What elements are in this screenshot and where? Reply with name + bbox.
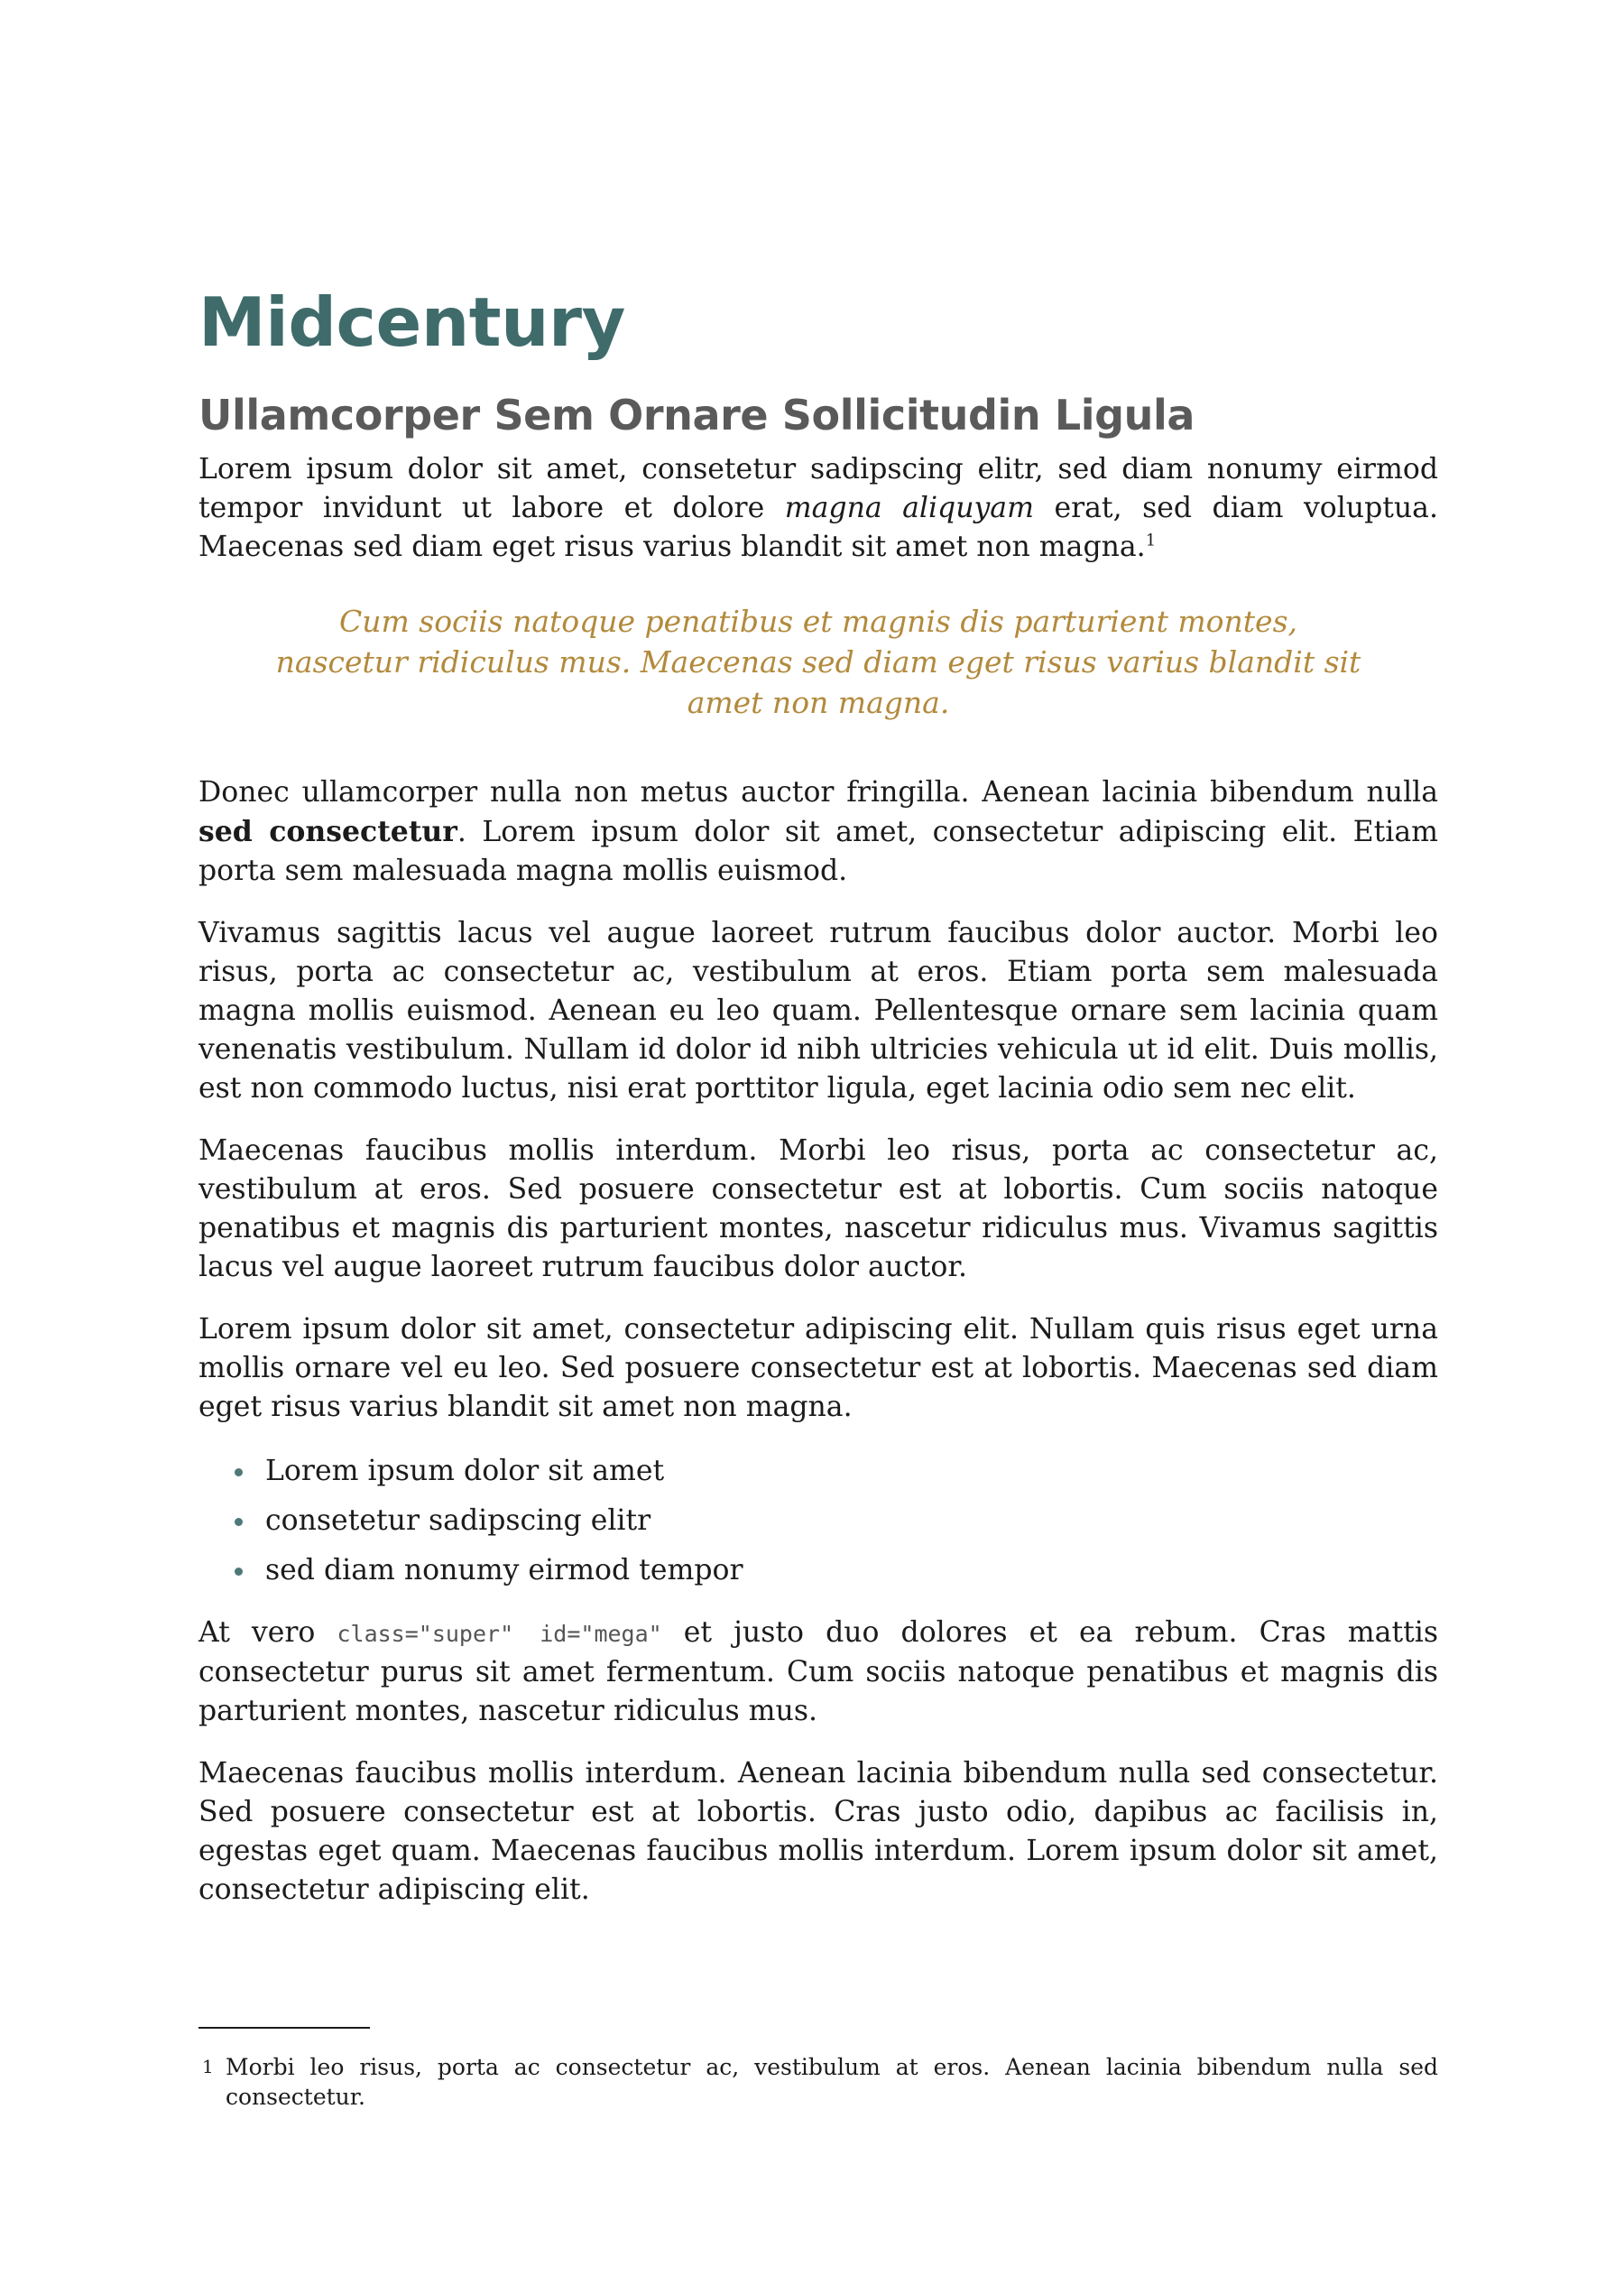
- intro-text-1: Lorem ipsum dolor sit amet, consetetur sadipscing elitr, sed diam nonumy eirmod tempor invidunt ut labore et dolore: [198, 453, 1438, 525]
- pull-quote: Cum sociis natoque penatibus et magnis dis parturient montes, nascetur ridiculus mus. Maecenas sed diam eget risus varius blandit sit amet non magna.: [275, 604, 1361, 721]
- footnote-text: Morbi leo risus, porta ac consectetur ac, vestibulum at eros. Aenean lacinia bibendum nulla sed consectetur.: [226, 2054, 1438, 2110]
- paragraph-2-text-2: . Lorem ipsum dolor sit amet, consectetur adipiscing elit. Etiam porta sem malesuada magna mollis euismod.: [198, 816, 1438, 888]
- inline-code: class="super" id="mega": [337, 1621, 662, 1648]
- footnotes: [198, 2027, 1438, 2112]
- paragraph-5: Lorem ipsum dolor sit amet, consectetur adipiscing elit. Nullam quis risus eget urna mollis ornare vel eu leo. Sed posuere consectetur est at lobortis. Maecenas sed diam eget risus varius blandit sit amet non magna.: [198, 1313, 1438, 1424]
- bullet-list: [198, 1447, 1438, 1596]
- footnote-number: 1: [202, 2056, 214, 2077]
- paragraph-6-text-1: At vero: [198, 1616, 337, 1650]
- document-page: [198, 282, 1439, 1910]
- paragraph-7: Maecenas faucibus mollis interdum. Aenean lacinia bibendum nulla sed consectetur. Sed posuere consectetur est at lobortis. Cras justo odio, dapibus ac facilisis in, egestas eget quam. Maecenas faucibus mollis interdum. Lorem ipsum dolor sit amet, consectetur adipiscing elit.: [198, 1757, 1438, 1907]
- bullet-icon: [235, 1518, 243, 1526]
- footnote-item: [198, 2052, 1438, 2112]
- section-heading: Ullamcorper Sem Ornare Sollicitudin Ligula: [198, 390, 1195, 439]
- bullet-icon: [235, 1468, 243, 1476]
- footnote-reference[interactable]: 1: [1145, 531, 1157, 550]
- paragraph-2-text-1: Donec ullamcorper nulla non metus auctor fringilla. Aenean lacinia bibendum nulla: [198, 776, 1438, 809]
- paragraph-6: [198, 1614, 1438, 1731]
- paragraph-2-bold: sed consectetur: [198, 815, 457, 849]
- list-item-text: sed diam nonumy eirmod tempor: [265, 1554, 743, 1587]
- paragraph-6-text-2: et justo duo dolores et ea rebum. Cras mattis consectetur purus sit amet fermentum. Cum sociis natoque penatibus et magnis dis parturient montes, nascetur ridiculus mus.: [198, 1616, 1439, 1728]
- footnote-divider: [198, 2027, 370, 2029]
- paragraph-2: [198, 773, 1438, 891]
- list-item-text: consetetur sadipscing elitr: [265, 1504, 651, 1538]
- intro-emphasis: magna aliquyam: [784, 492, 1034, 525]
- page-title: Midcentury: [198, 282, 625, 362]
- list-item: [265, 1546, 1438, 1596]
- intro-paragraph: [198, 450, 1438, 567]
- bullet-icon: [235, 1568, 243, 1576]
- list-item-text: Lorem ipsum dolor sit amet: [265, 1455, 665, 1488]
- list-item: [265, 1496, 1438, 1546]
- intro-text-2: erat, sed diam voluptua. Maecenas sed diam eget risus varius blandit sit amet non magna.: [198, 492, 1438, 564]
- list-item: [265, 1447, 1438, 1496]
- paragraph-3: Vivamus sagittis lacus vel augue laoreet rutrum faucibus dolor auctor. Morbi leo risus, porta ac consectetur ac, vestibulum at eros. Etiam porta sem malesuada magna mollis euismod. Aenean eu leo quam. Pellentesque ornare sem lacinia quam venenatis vestibulum. Nullam id dolor id nibh ultricies vehicula ut id elit. Duis mollis, est non commodo luctus, nisi erat porttitor ligula, eget lacinia odio sem nec elit.: [198, 917, 1438, 1105]
- paragraph-4: Maecenas faucibus mollis interdum. Morbi leo risus, porta ac consectetur ac, vestibulum at eros. Sed posuere consectetur est at lobortis. Cum sociis natoque penatibus et magnis dis parturient montes, nascetur ridiculus mus. Vivamus sagittis lacus vel augue laoreet rutrum faucibus dolor auctor.: [198, 1134, 1438, 1284]
